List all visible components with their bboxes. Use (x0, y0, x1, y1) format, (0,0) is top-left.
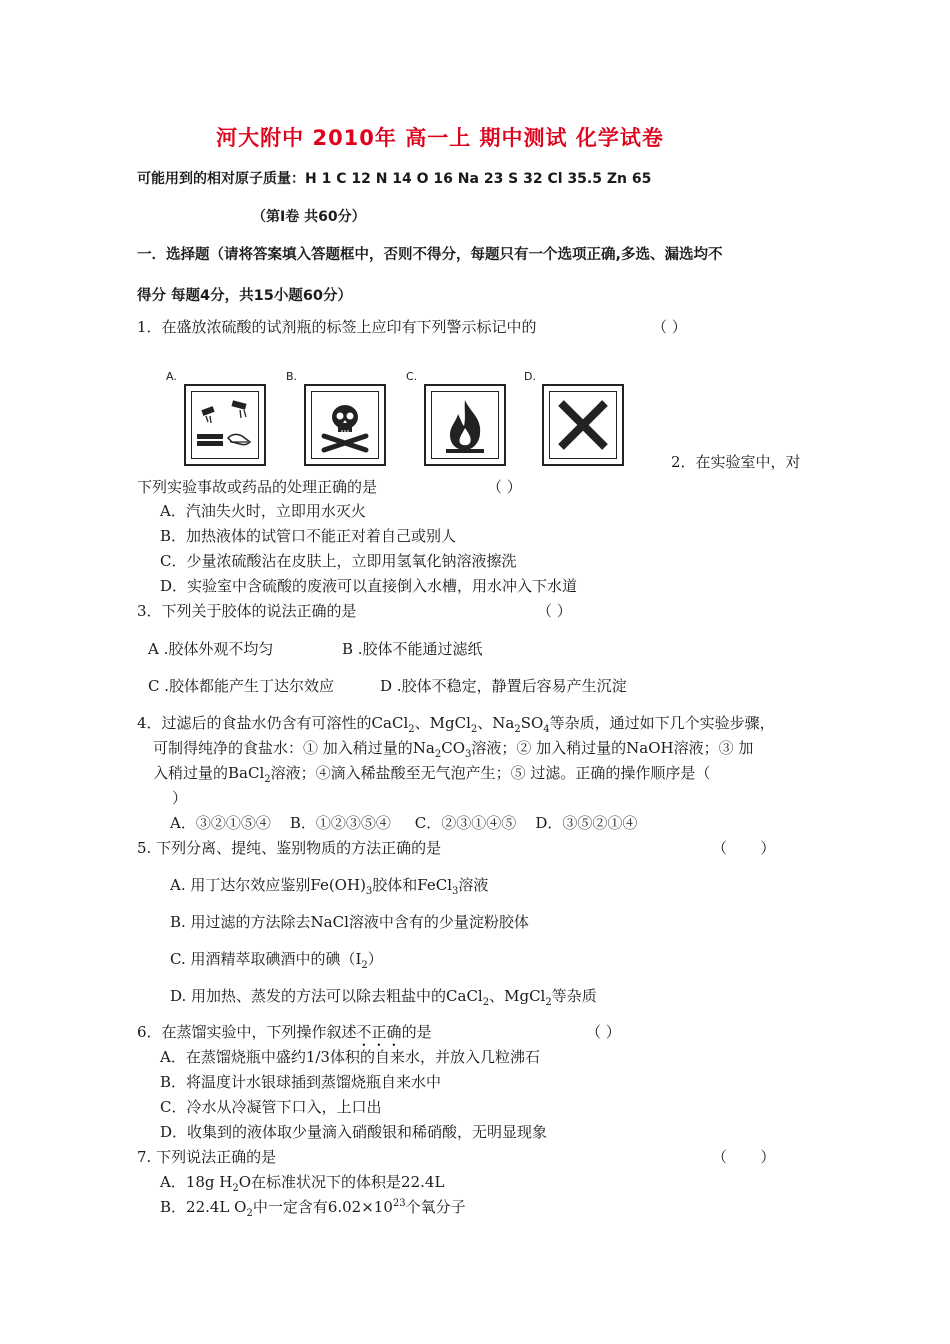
sign-label-d: D. (524, 370, 536, 383)
q5-option-c: C. 用酒精萃取碘酒中的碘$(I_2)$ (170, 950, 383, 971)
q2-option-b: B．加热液体的试管口不能正对着自己或别人 (160, 527, 457, 545)
q2-option-d: D．实验室中含硫酸的废液可以直接倒入水槽，用水冲入下水道 (160, 577, 578, 595)
q3-option-a: A .胶体外观不均匀 (148, 640, 274, 658)
atomic-masses: 可能用到的相对原子质量：H 1 C 12 N 14 O 16 Na 23 S 32 Cl 35.5 Zn 65 (137, 171, 652, 187)
q4-options: A．③②①⑤④ B．①②③⑤④ C．②③①④⑤ D．③⑤②①④ (170, 814, 638, 832)
skull-crossbones-icon (306, 386, 384, 464)
q2-option-a: A．汽油失火时，立即用水灭火 (160, 502, 366, 520)
q2-option-c: C．少量浓硫酸沾在皮肤上，立即用氢氧化钠溶液擦洗 (160, 552, 517, 570)
warning-signs (162, 370, 632, 470)
q4-line-3: 入稍过量的BaCl$_2$溶液；④滴入稀盐酸至无气泡产生；⑤ 过滤。正确的操作顺序是（ (153, 764, 711, 785)
section-instructions-2: 得分 每题4分，共15小题60分） (137, 288, 352, 304)
q6-option-a: A．在蒸馏烧瓶中盛约1/3体积的自来水，并放入几粒沸石 (160, 1048, 540, 1066)
q5-answer-paren: （ ） (712, 839, 776, 857)
x-cross-icon (544, 386, 622, 464)
q2-answer-paren: （ ） (487, 478, 522, 496)
part-heading: （第Ⅰ卷 共60分） (252, 209, 366, 225)
q4-line-2: 可制得纯净的食盐水：① 加入稍过量的$Na_2CO_3$溶液；② 加入稍过量的NaOH溶液；③ 加 (153, 739, 754, 760)
q4-answer-paren-close: ） (172, 789, 188, 807)
q7-option-a: A．18g $H_2O$在标准状况下的体积是22.4L (160, 1173, 445, 1194)
q3-stem: 3．下列关于胶体的说法正确的是 (137, 602, 357, 620)
q4-line-1: 4．过滤后的食盐水仍含有可溶性的CaCl$_2$、MgCl$_2$、$Na_2SO_4$等杂质，通过如下几个实验步骤， (137, 714, 775, 735)
q3-option-d: D .胶体不稳定，静置后容易产生沉淀 (380, 677, 627, 695)
harmful-sign[interactable] (542, 384, 624, 466)
q7-stem: 7. 下列说法正确的是 (137, 1148, 277, 1166)
q5-stem: 5. 下列分离、提纯、鉴别物质的方法正确的是 (137, 839, 442, 857)
q2-stem-start: 2．在实验室中，对 (671, 453, 801, 471)
q5-option-d: D. 用加热、蒸发的方法可以除去粗盐中的CaCl$_2$、MgCl$_2$等杂质 (170, 987, 597, 1008)
q6-option-c: C．冷水从冷凝管下口入，上口出 (160, 1098, 382, 1116)
sign-label-a: A. (166, 370, 177, 383)
flammable-sign[interactable] (424, 384, 506, 466)
sign-label-c: C. (406, 370, 418, 383)
q6-answer-paren: （ ） (586, 1023, 621, 1041)
q6-stem: 6．在蒸馏实验中，下列操作叙述不正确的是 (137, 1023, 432, 1041)
q3-answer-paren: （ ） (537, 602, 572, 620)
flame-icon (426, 386, 504, 464)
toxic-sign[interactable] (304, 384, 386, 466)
q6-option-b: B．将温度计水银球插到蒸馏烧瓶自来水中 (160, 1073, 442, 1091)
q5-option-a: A. 用丁达尔效应鉴别$Fe(OH)_3$胶体和FeCl$_3$溶液 (170, 876, 489, 897)
q1-answer-paren: （ ） (652, 318, 687, 336)
q6-option-d: D．收集到的液体取少量滴入硝酸银和稀硝酸，无明显现象 (160, 1123, 548, 1141)
q5-option-b: B. 用过滤的方法除去NaCl溶液中含有的少量淀粉胶体 (170, 913, 529, 931)
corrosive-sign[interactable] (184, 384, 266, 466)
q7-answer-paren: （ ） (712, 1148, 776, 1166)
q7-option-b: B．22.4L $O_2$中一定含有$6.02\times 10^{23}$个氧分子 (160, 1198, 466, 1219)
emphasis-not-correct: 不正确 (356, 1023, 402, 1041)
q3-option-c: C .胶体都能产生丁达尔效应 (148, 677, 335, 695)
q3-option-b: B .胶体不能通过滤纸 (342, 640, 483, 658)
sign-label-b: B. (286, 370, 298, 383)
exam-title: 河大附中 2010年 高一上 期中测试 化学试卷 (216, 126, 664, 150)
q2-stem: 下列实验事故或药品的处理正确的是 (137, 478, 378, 496)
q1-stem: 1．在盛放浓硫酸的试剂瓶的标签上应印有下列警示标记中的 (137, 318, 537, 336)
section-instructions-1: 一．选择题（请将答案填入答题框中，否则不得分，每题只有一个选项正确,多选、漏选均不 (137, 247, 723, 263)
corrosive-icon (186, 386, 264, 464)
